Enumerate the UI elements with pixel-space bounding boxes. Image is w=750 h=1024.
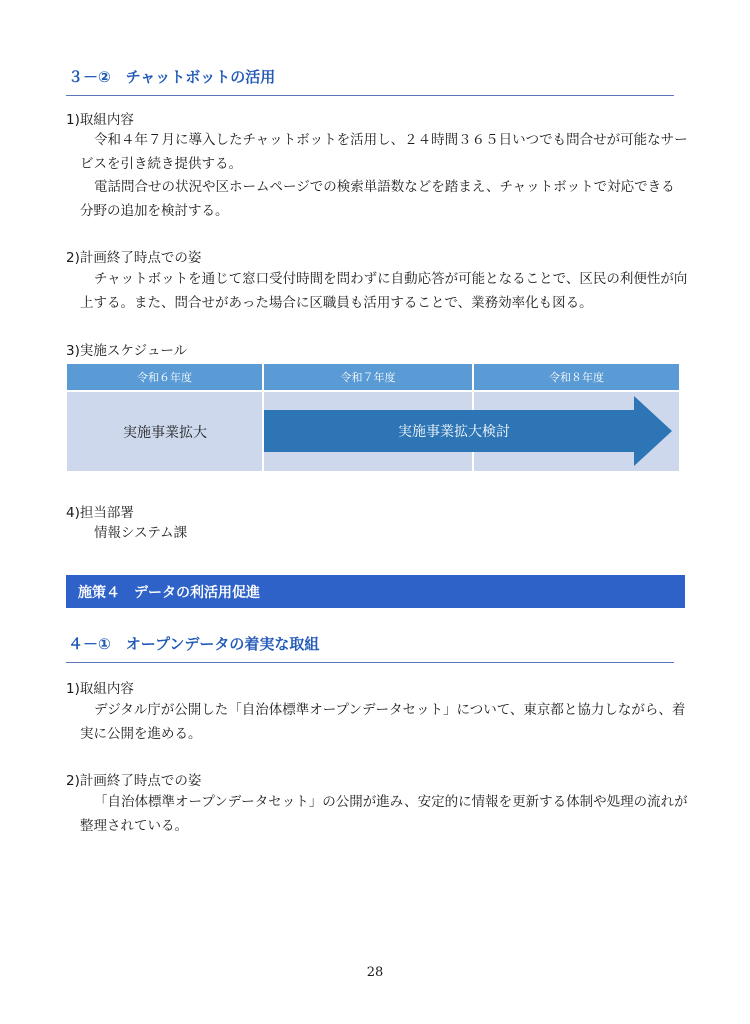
schedule-cell-label: 実施事業拡大 xyxy=(123,424,207,441)
item-label-3: 3)実施スケジュール xyxy=(66,343,188,359)
item-label-1: 1)取組内容 xyxy=(66,112,134,128)
schedule-arrow-label: 実施事業拡大検討 xyxy=(398,424,510,440)
item-label-2: 2)計画終了時点での姿 xyxy=(66,773,202,789)
item-label-1: 1)取組内容 xyxy=(66,681,134,697)
item-label-4: 4)担当部署 xyxy=(66,505,134,521)
paragraph: デジタル庁が公開した「自治体標準オープンデータセット」について、東京都と協力しながら、着実に公開を進める。 xyxy=(80,702,686,742)
item-label-2: 2)計画終了時点での姿 xyxy=(66,250,202,266)
schedule-table xyxy=(67,364,679,471)
schedule-header-year3: 令和８年度 xyxy=(474,364,679,390)
paragraph: チャットボットを通じて窓口受付時間を問わずに自動応答が可能となることで、区民の利便性が向上する。また、問合せがあった場合に区職員も活用することで、業務効率化も図る。 xyxy=(80,271,688,311)
paragraph: 電話問合せの状況や区ホームページでの検索単語数などを踏まえ、チャットボットで対応できる分野の追加を検討する。 xyxy=(80,179,675,219)
schedule-arrow xyxy=(264,396,674,466)
section-heading-3-2: ３－② チャットボットの活用 xyxy=(66,66,674,96)
schedule-header-year2: 令和７年度 xyxy=(264,364,472,390)
department-value: 情報システム課 xyxy=(94,525,188,541)
paragraph: 「自治体標準オープンデータセット」の公開が進み、安定的に情報を更新する体制や処理の流れが整理されている。 xyxy=(80,794,688,834)
paragraph: 令和４年７月に導入したチャットボットを活用し、２４時間３６５日いつでも問合せが可能なサービスを引き続き提供する。 xyxy=(80,132,688,172)
section-heading-4-1: ４－① オープンデータの着実な取組 xyxy=(66,633,674,663)
measure-banner: 施策４ データの利活用促進 xyxy=(66,575,685,608)
schedule-header-year1: 令和６年度 xyxy=(67,364,262,390)
page-number: 28 xyxy=(366,965,384,980)
